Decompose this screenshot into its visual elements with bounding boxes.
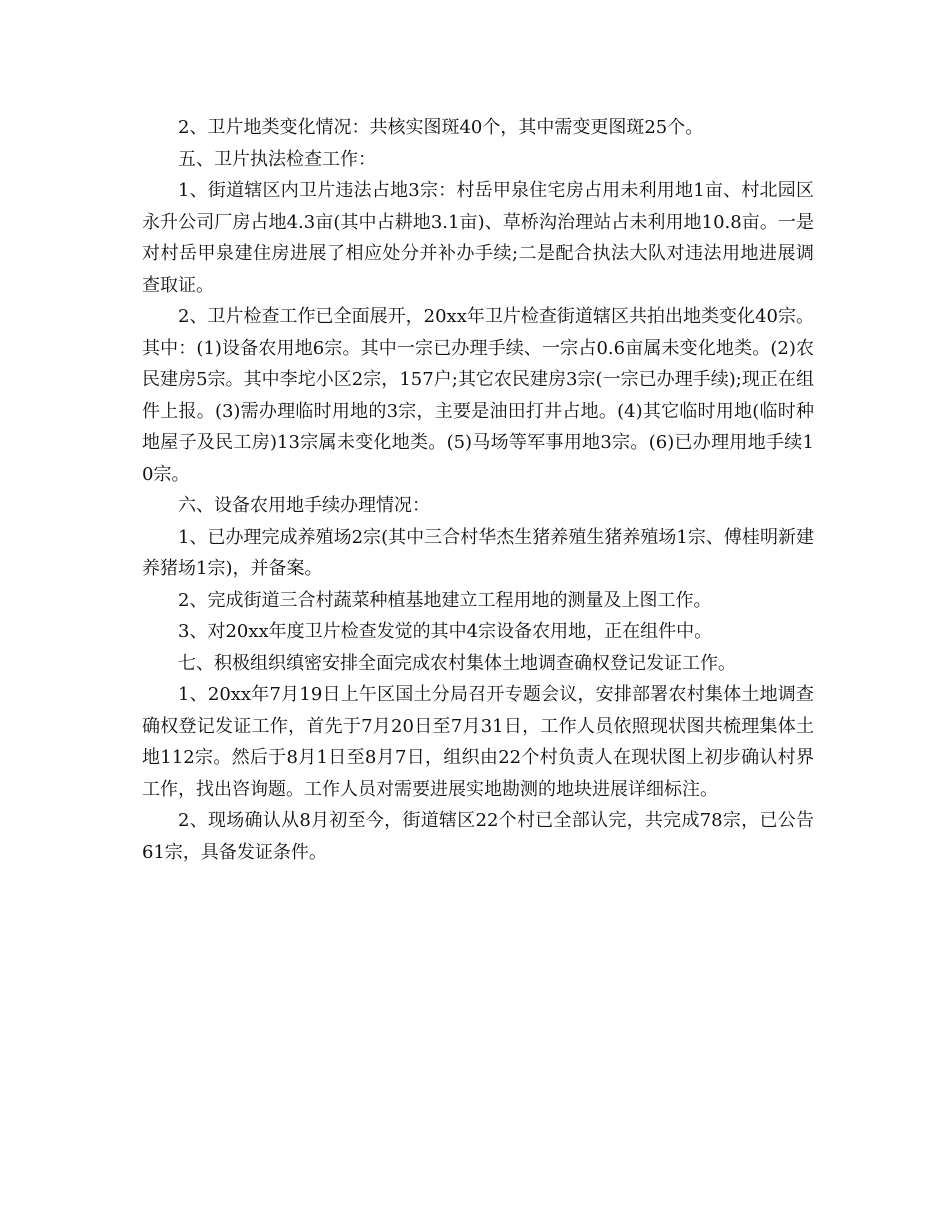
paragraph-annual-inspection: 3、对20xx年度卫片检查发觉的其中4宗设备农用地，正在组件中。 <box>178 621 713 642</box>
document-body <box>142 112 814 868</box>
paragraph-farm-completed: 1、已办理完成养殖场2宗(其中三合村华杰生猪养殖生猪养殖场1宗、傅桂明新建养猪场1宗)，并备案。 <box>142 526 814 579</box>
heading-section-6: 六、设备农用地手续办理情况： <box>178 495 430 516</box>
heading-section-5: 五、卫片执法检查工作： <box>178 148 376 170</box>
paragraph-site-confirmation: 2、现场确认从8月初至今，街道辖区22个村已全部认完，共完成78宗，已公告61宗，具备发证条件。 <box>142 810 814 863</box>
paragraph-vegetable-base: 2、完成街道三合村蔬菜种植基地建立工程用地的测量及上图工作。 <box>178 589 712 611</box>
heading-section-7: 七、积极组织缜密安排全面完成农村集体土地调查确权登记发证工作。 <box>178 652 736 674</box>
paragraph-inspection-work: 2、卫片检查工作已全面展开，20xx年卫片检查街道辖区共拍出地类变化40宗。其中：(1)设备农用地6宗。其中一宗已办理手续、一宗占0.6亩属未变化地类。(2)农民建房5宗。其中李坨小区2宗，157户;其它农民建房3宗(一宗已办理手续);现正在组件上报。(3)需办理临时用地的3宗，主要是油田打井占地。(4)其它临时用地(临时种地屋子及民工房)13宗属未变化地类。(5)马场等军事用地3宗。(6)已办理用地手续10宗。 <box>142 306 814 485</box>
paragraph-meeting: 1、20xx年7月19日上午区国土分局召开专题会议，安排部署农村集体土地调查确权登记发证工作，首先于7月20日至7月31日，工作人员依照现状图共梳理集体土地112宗。然后于8月1日至8月7日，组织由22个村负责人在现状图上初步确认村界工作，找出咨询题。工作人员对需要进展实地勘测的地块进展详细标注。 <box>142 684 814 800</box>
paragraph-land-change: 2、卫片地类变化情况：共核实图斑40个，其中需变更图斑25个。 <box>178 117 704 138</box>
paragraph-illegal-land: 1、街道辖区内卫片违法占地3宗：村岳甲泉住宅房占用未利用地1亩、村北园区永升公司厂房占地4.3亩(其中占耕地3.1亩)、草桥沟治理站占未利用地10.8亩。一是对村岳甲泉建住房进展了相应处分并补办手续;二是配合执法大队对违法用地进展调查取证。 <box>142 180 814 296</box>
